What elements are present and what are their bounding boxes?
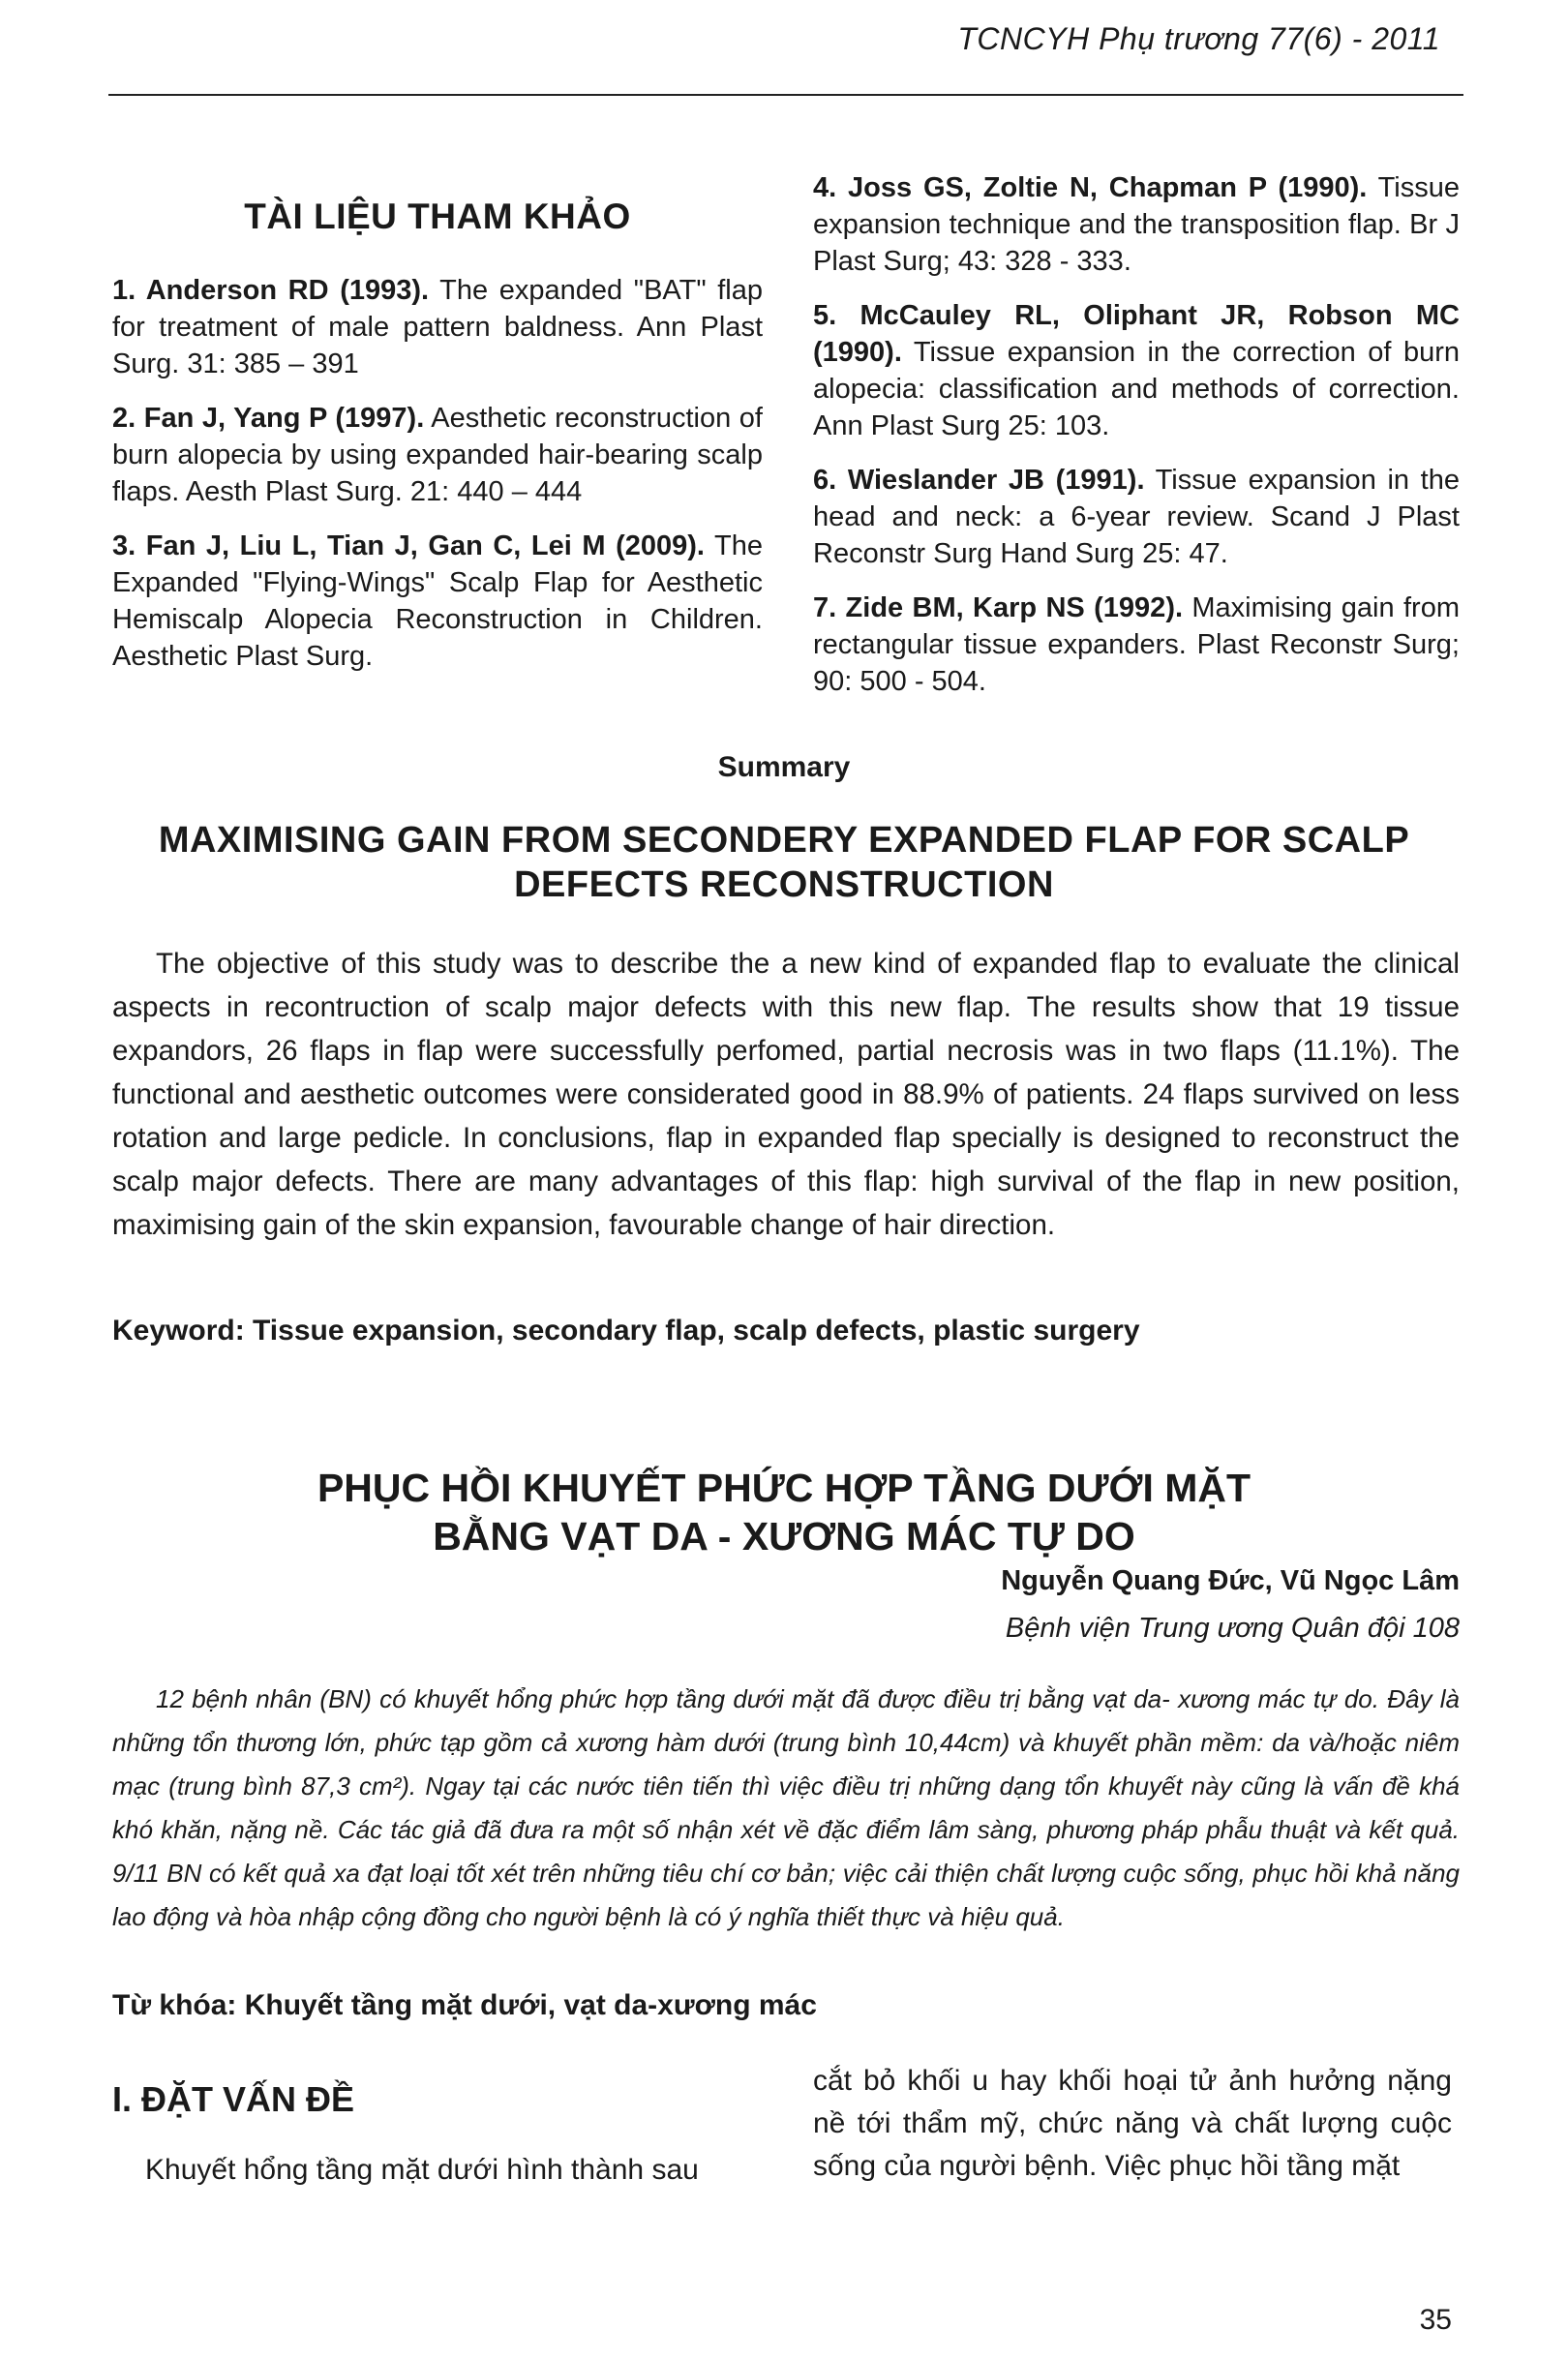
- reference-authors: 5. McCauley RL, Oliphant JR, Robson MC (1990).: [813, 300, 1460, 368]
- reference-item: [813, 169, 1460, 280]
- reference-authors: 3. Fan J, Liu L, Tian J, Gan C, Lei M (2009).: [112, 530, 705, 561]
- reference-text: Tissue expansion in the head and neck: a 6-year review. Scand J Plast Reconstr Surg Hand Surg 25: 47.: [813, 465, 1460, 569]
- page-number: 35: [1419, 2304, 1452, 2336]
- article-title: [106, 1464, 1462, 1560]
- reference-text: Tissue expansion in the correction of burn alopecia: classification and methods of correction. Ann Plast Surg 25: 103.: [813, 337, 1460, 441]
- reference-item: [813, 462, 1460, 572]
- reference-authors: 7. Zide BM, Karp NS (1992).: [813, 592, 1184, 623]
- summary-title: MAXIMISING GAIN FROM SECONDERY EXPANDED FLAP FOR SCALP DEFECTS RECONSTRUCTION: [158, 820, 1410, 905]
- reference-item: [112, 528, 763, 675]
- body-text-left: Khuyết hổng tầng mặt dưới hình thành sau: [145, 2154, 699, 2186]
- article-authors: Nguyễn Quang Đức, Vũ Ngọc Lâm: [1001, 1565, 1460, 1596]
- reference-text: Aesthetic reconstruction of burn alopecia by using expanded hair-bearing scalp flaps. Aesth Plast Surg. 21: 440 – 444: [112, 403, 763, 507]
- references-heading: TÀI LIỆU THAM KHẢO: [244, 197, 631, 236]
- running-header: TCNCYH Phụ trương 77(6) - 2011: [957, 21, 1440, 56]
- reference-text: The expanded "BAT" flap for treatment of male pattern baldness. Ann Plast Surg. 31: 385 – 391: [112, 275, 763, 379]
- summary-abstract: The objective of this study was to describe the a new kind of expanded flap to evaluate the clinical aspects in recontruction of scalp major defects with this new flap. The results show that 19 tissue expandors, 26 flaps in flap were successfully perfomed, partial necrosis was in two flaps (11.1%). The functional and aesthetic outcomes were considerated good in 88.9% of patients. 24 flaps survived on less rotation and large pedicle. In conclusions, flap in expanded flap specially is designed to reconstruct the scalp major defects. There are many advantages of this flap: high survival of the flap in new position, maximising gain of the skin expansion, favourable change of hair direction.: [112, 948, 1460, 1241]
- body-text-right: cắt bỏ khối u hay khối hoại tử ảnh hưởng nặng nề tới thẩm mỹ, chức năng và chất lượng cuộc sống của người bệnh. Việc phục hồi tầng mặt: [813, 2065, 1452, 2182]
- reference-item: [112, 272, 763, 382]
- reference-item: [813, 590, 1460, 700]
- reference-text: The Expanded "Flying-Wings" Scalp Flap for Aesthetic Hemiscalp Alopecia Reconstruction in Children. Aesthetic Plast Surg.: [112, 530, 763, 672]
- summary-keywords: Keyword: Tissue expansion, secondary flap, scalp defects, plastic surgery: [112, 1315, 1140, 1347]
- section-heading: I. ĐẶT VẤN ĐỀ: [112, 2079, 355, 2119]
- reference-authors: 4. Joss GS, Zoltie N, Chapman P (1990).: [813, 172, 1368, 203]
- reference-text: Tissue expansion technique and the transposition flap. Br J Plast Surg; 43: 328 - 333.: [813, 172, 1460, 277]
- reference-authors: 6. Wieslander JB (1991).: [813, 465, 1145, 496]
- article-title-line: PHỤC HỒI KHUYẾT PHỨC HỢP TẦNG DƯỚI MẶT: [317, 1466, 1251, 1510]
- header-rule: [108, 94, 1463, 96]
- article-affiliation: Bệnh viện Trung ương Quân đội 108: [1005, 1613, 1460, 1644]
- article-keywords: Từ khóa: Khuyết tầng mặt dưới, vạt da-xương mác: [112, 1989, 817, 2021]
- summary-label: Summary: [717, 751, 851, 783]
- reference-authors: 2. Fan J, Yang P (1997).: [112, 403, 425, 434]
- reference-authors: 1. Anderson RD (1993).: [112, 275, 430, 306]
- article-abstract: 12 bệnh nhân (BN) có khuyết hổng phức hợp tầng dưới mặt đã được điều trị bằng vạt da- xương mác tự do. Đây là những tổn thương lớn, phức tạp gồm cả xương hàm dưới (trung bình 10,44cm) và khuyết phần mềm: da và/hoặc niêm mạc (trung bình 87,3 cm²). Ngay tại các nước tiên tiến thì việc điều trị những dạng tổn khuyết này cũng là vấn đề khá khó khăn, nặng nề. Các tác giả đã đưa ra một số nhận xét về đặc điểm lâm sàng, phương pháp phẫu thuật và kết quả. 9/11 BN có kết quả xa đạt loại tốt xét trên những tiêu chí cơ bản; việc cải thiện chất lượng cuộc sống, phục hồi khả năng lao động và hòa nhập cộng đồng cho người bệnh là có ý nghĩa thiết thực và hiệu quả.: [112, 1684, 1460, 1931]
- reference-item: [112, 400, 763, 510]
- article-title-line: BẰNG VẠT DA - XƯƠNG MÁC TỰ DO: [433, 1514, 1135, 1559]
- reference-text: Maximising gain from rectangular tissue expanders. Plast Reconstr Surg; 90: 500 - 504.: [813, 592, 1460, 697]
- reference-item: [813, 297, 1460, 444]
- references-left-column: [112, 198, 763, 692]
- references-right-column: [813, 169, 1460, 717]
